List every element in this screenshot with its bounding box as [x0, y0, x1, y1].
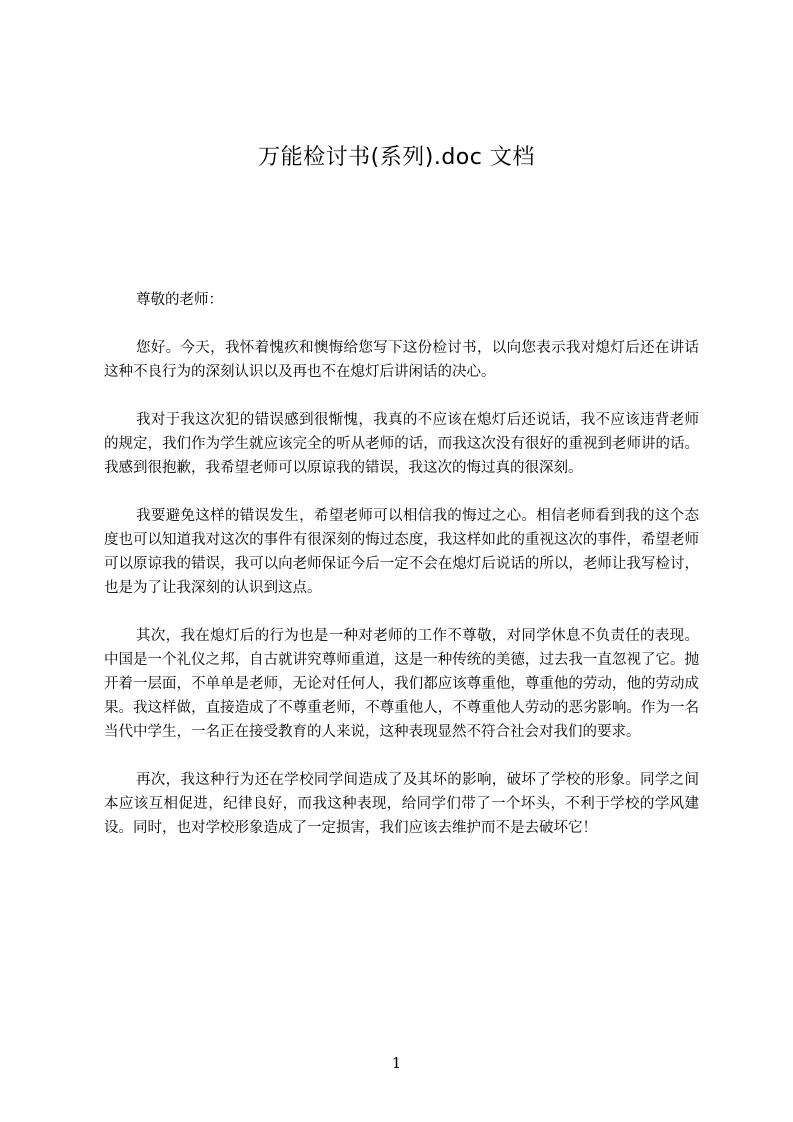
paragraph-5: 再次，我这种行为还在学校同学间造成了及其坏的影响，破坏了学校的形象。同学之间本应该互相促进，纪律良好，而我这种表现，给同学们带了一个坏头，不利于学校的学风建设。同时，也对学校形象造成了一定损害，我们应该去维护而不是去破坏它！	[104, 772, 699, 836]
paragraph-4: 其次，我在熄灯后的行为也是一种对老师的工作不尊敬，对同学休息不负责任的表现。中国是一个礼仪之邦，自古就讲究尊师重道，这是一种传统的美德，过去我一直忽视了它。抛开着一层面，不单单是老师，无论对任何人，我们都应该尊重他，尊重他的劳动，他的劳动成果。我这样做，直接造成了不尊重老师，不尊重他人，不尊重他人劳动的恶劣影响。作为一名当代中学生，一名正在接受教育的人来说，这种表现显然不符合社会对我们的要求。	[104, 628, 699, 740]
salutation: 尊敬的老师：	[136, 292, 223, 308]
page-number: 1	[391, 1054, 402, 1072]
paragraph-1: 您好。今天，我怀着愧疚和懊悔给您写下这份检讨书，以向您表示我对熄灯后还在讲话这种不良行为的深刻认识以及再也不在熄灯后讲闲话的决心。	[104, 340, 699, 380]
paragraph-3: 我要避免这样的错误发生，希望老师可以相信我的悔过之心。相信老师看到我的这个态度也可以知道我对这次的事件有很深刻的悔过态度，我这样如此的重视这次的事件，希望老师可以原谅我的错误，我可以向老师保证今后一定不会在熄灯后说话的所以，老师让我写检讨，也是为了让我深刻的认识到这点。	[104, 508, 699, 596]
document-title: 万能检讨书(系列).doc 文档	[258, 145, 535, 170]
document-body	[104, 288, 699, 864]
paragraph-2: 我对于我这次犯的错误感到很惭愧，我真的不应该在熄灯后还说话，我不应该违背老师的规定，我们作为学生就应该完全的听从老师的话，而我这次没有很好的重视到老师讲的话。我感到很抱歉，我希望老师可以原谅我的错误，我这次的悔过真的很深刻。	[104, 412, 699, 476]
